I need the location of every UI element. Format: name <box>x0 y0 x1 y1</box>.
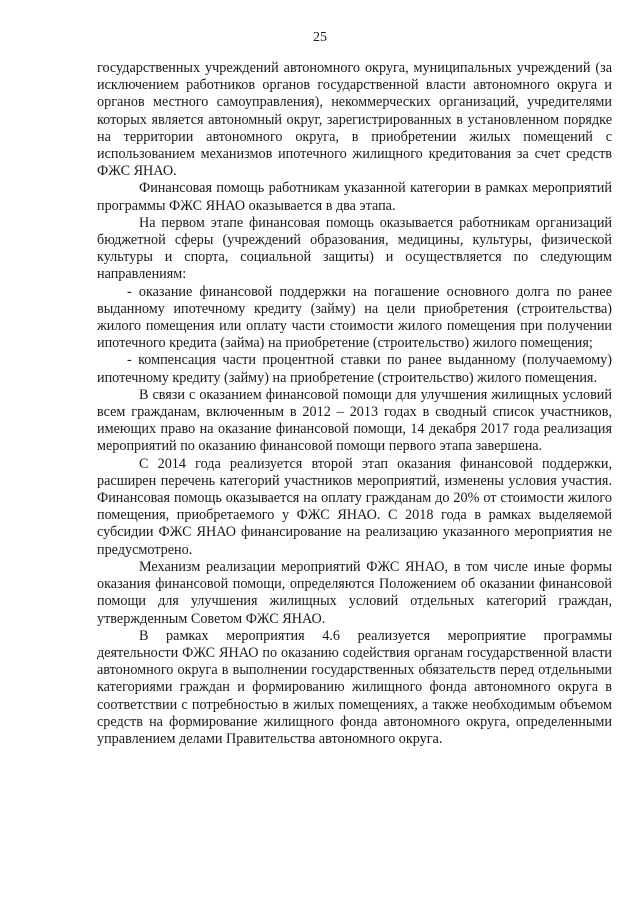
paragraph-second-stage: С 2014 года реализуется второй этап оказания финансовой поддержки, расширен перечень категорий участников мероприятий, изменены условия участия. Финансовая помощь оказывается на оплату гражданам до 20% от стоимости жилого помещения, приобретаемого у ФЖС ЯНАО. С 2018 года в рамках выделяемой субсидии ФЖС ЯНАО финансирование на реализацию указанного мероприятия не предусмотрено. <box>97 455 612 558</box>
document-body <box>97 60 612 748</box>
paragraph-first-stage: На первом этапе финансовая помощь оказывается работникам организаций бюджетной сферы (учреждений образования, медицины, культуры, физической культуры и спорта, социальной защиты) и осуществляется по следующим направлениям: <box>97 214 612 283</box>
list-item-interest-compensation: - компенсация части процентной ставки по ранее выданному (получаемому) ипотечному кредиту (займу) на приобретение (строительство) жилого помещения. <box>97 352 612 386</box>
paragraph-first-stage-completed: В связи с оказанием финансовой помощи для улучшения жилищных условий всем гражданам, включенным в 2012 – 2013 годах в сводный список участников, имеющих право на оказание финансовой помощи, 14 декабря 2017 года реализация мероприятий по оказанию финансовой помощи первого этапа завершена. <box>97 386 612 455</box>
list-item-debt-support: - оказание финансовой поддержки на погашение основного долга по ранее выданному ипотечному кредиту (займу) на цели приобретения (строительства) жилого помещения или оплату части стоимости жилого помещения при получении ипотечного кредита (займа) на приобретение (строительство) жилого помещения; <box>97 283 612 352</box>
paragraph-mechanism: Механизм реализации мероприятий ФЖС ЯНАО, в том числе иные формы оказания финансовой помощи, определяются Положением об оказании финансовой помощи для улучшения жилищных условий отдельных категорий граждан, утвержденным Советом ФЖС ЯНАО. <box>97 558 612 627</box>
paragraph-financial-help-stages: Финансовая помощь работникам указанной категории в рамках мероприятий программы ФЖС ЯНАО оказывается в два этапа. <box>97 180 612 214</box>
paragraph-measure-4-6: В рамках мероприятия 4.6 реализуется мероприятие программы деятельности ФЖС ЯНАО по оказанию содействия органам государственной власти автономного округа в выполнении государственных обязательств перед отдельными категориями граждан и формированию жилищного фонда автономного округа в соответствии с потребностью в жилых помещениях, а также необходимым объемом средств на формирование жилищного фонда автономного округа, определенными управлением делами Правительства автономного округа. <box>97 627 612 747</box>
paragraph-continuation: государственных учреждений автономного округа, муниципальных учреждений (за исключением работников органов государственной власти автономного округа и органов местного самоуправления), некоммерческих организаций, учредителями которых является автономный округ, зарегистрированных в установленном порядке на территории автономного округа, в приобретении жилых помещений с использованием механизмов ипотечного жилищного кредитования за счет средств ФЖС ЯНАО. <box>97 60 612 180</box>
page-number: 25 <box>313 30 327 45</box>
